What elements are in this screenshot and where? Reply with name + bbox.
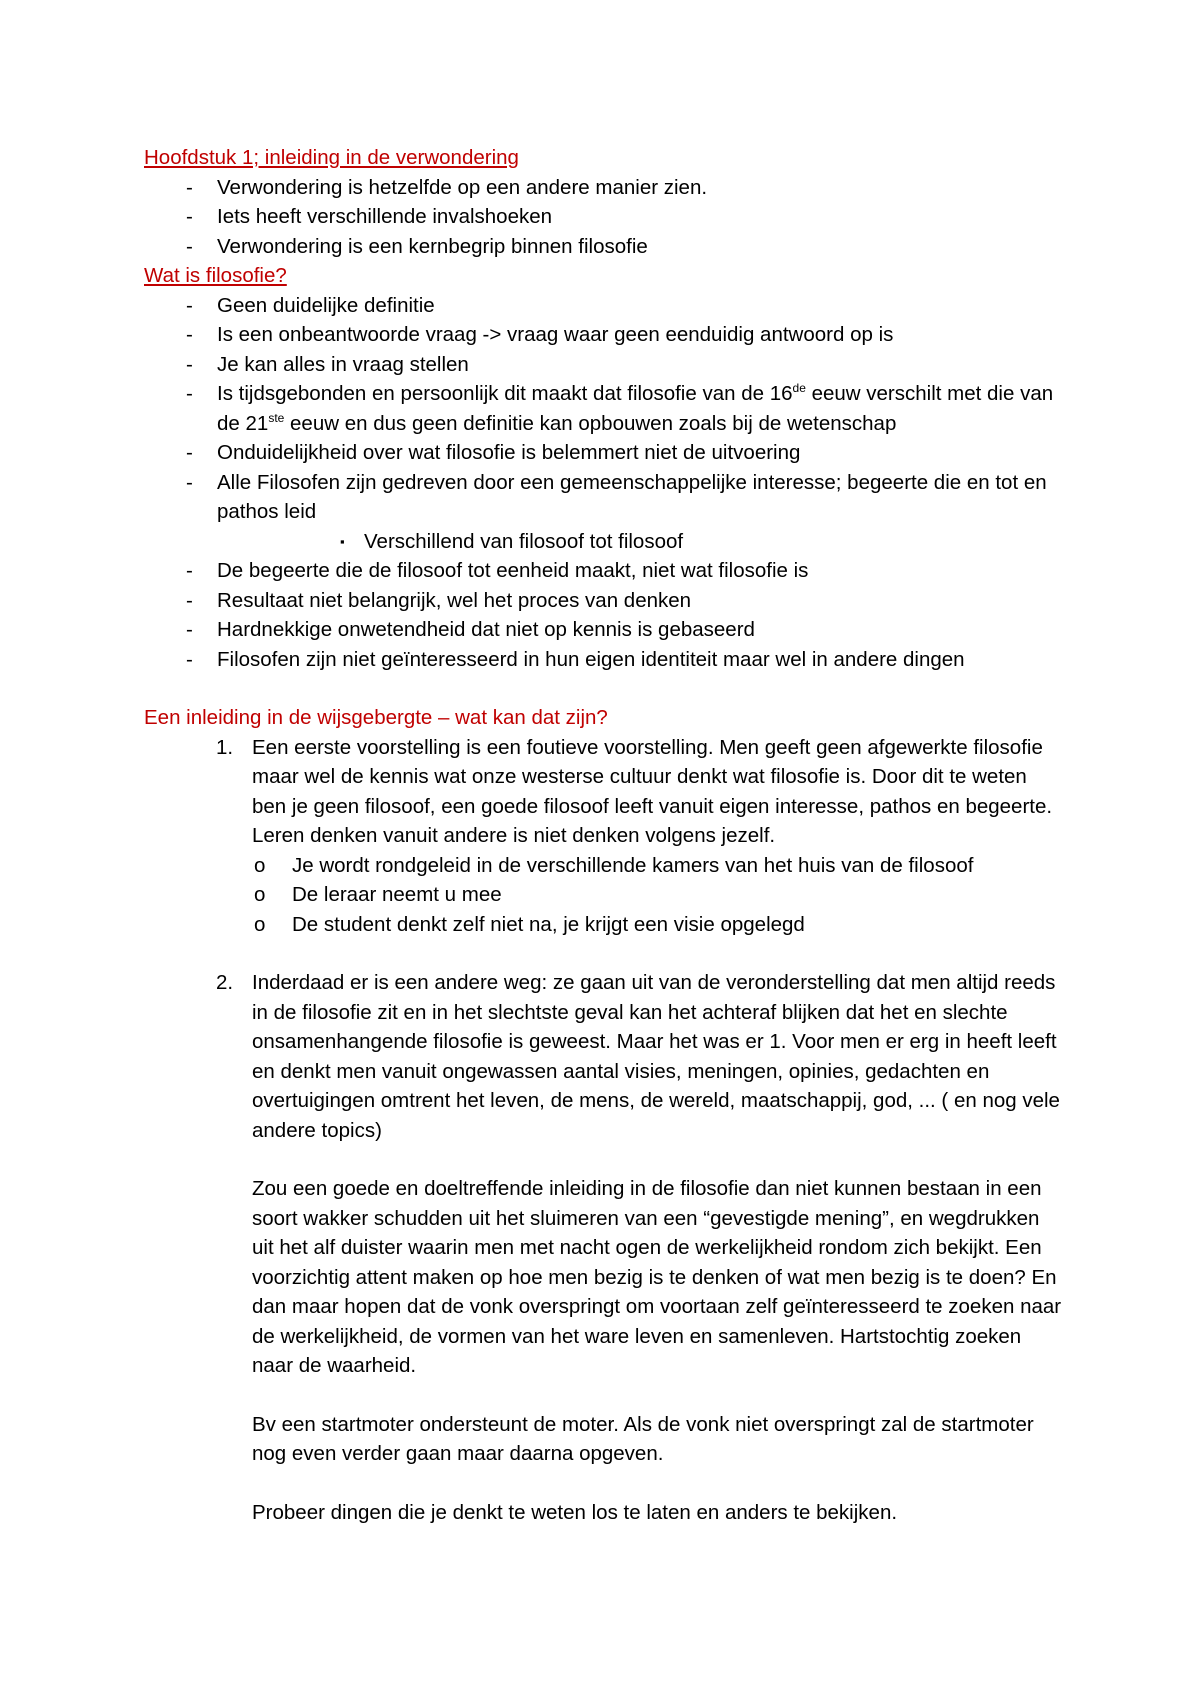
dash-bullet: -	[186, 234, 193, 258]
list-item: - Is een onbeantwoorde vraag -> vraag waar geen eenduidig antwoord op is	[144, 320, 1064, 350]
list-item: - Is tijdsgebonden en persoonlijk dit maakt dat filosofie van de 16de eeuw verschilt met die van de 21ste eeuw en dus geen definitie kan opbouwen zoals bij de wetenschap	[144, 379, 1064, 438]
sub-list-item: o Je wordt rondgeleid in de verschillende kamers van het huis van de filosoof	[144, 851, 1064, 881]
superscript: de	[792, 381, 806, 396]
section-heading-wijsgebergte: Een inleiding in de wijsgebergte – wat kan dat zijn?	[144, 706, 608, 729]
list-item: - De begeerte die de filosoof tot eenheid maakt, niet wat filosofie is	[144, 556, 1064, 586]
spacer	[144, 674, 1064, 703]
list-item: - Geen duidelijke definitie	[144, 291, 1064, 321]
spacer	[144, 939, 1064, 968]
dash-bullet: -	[186, 352, 193, 376]
circle-bullet-icon: o	[254, 912, 266, 936]
paragraph: Zou een goede en doeltreffende inleiding in de filosofie dan niet kunnen bestaan in een soort wakker schudden uit het sluimeren van een “gevestigde mening”, en wegdrukken uit het alf duister waarin men met nacht ogen de werkelijkheid rondom zich bekijkt. Een voorzichtig attent maken op hoe men bezig is te denken of wat men bezig is te doen? En dan maar hopen dat de vonk overspringt om voortaan zelf geïnteresseerd te zoeken naar de werkelijkheid, de vormen van het ware leven en samenleven. Hartstochtig zoeken naar de waarheid.	[252, 1177, 1062, 1377]
superscript: ste	[268, 410, 285, 425]
list-item: - Alle Filosofen zijn gedreven door een gemeenschappelijke interesse; begeerte die en tot en pathos leid	[144, 468, 1064, 527]
dash-bullet: -	[186, 323, 193, 346]
square-bullet-icon: ▪	[340, 533, 345, 549]
dash-bullet: -	[186, 175, 193, 199]
dash-bullet: -	[186, 293, 193, 317]
dash-bullet: -	[186, 382, 193, 405]
dash-bullet: -	[186, 470, 193, 494]
sub-list-item: o De leraar neemt u mee	[144, 880, 1064, 910]
dash-bullet: -	[186, 647, 193, 671]
spacer	[144, 1469, 1064, 1498]
item-number: 1.	[216, 735, 234, 759]
dash-bullet: -	[186, 618, 193, 641]
paragraph: Probeer dingen die je denkt te weten los te laten en anders te bekijken.	[252, 1500, 898, 1524]
list-item: - Filosofen zijn niet geïnteresseerd in hun eigen identiteit maar wel in andere dingen	[144, 645, 1064, 675]
dash-bullet: -	[186, 441, 193, 464]
list-item: - Hardnekkige onwetendheid dat niet op kennis is gebaseerd	[144, 615, 1064, 645]
circle-bullet-icon: o	[254, 853, 266, 877]
dash-bullet: -	[186, 205, 193, 228]
spacer	[144, 1381, 1064, 1410]
sub-list-item: o De student denkt zelf niet na, je krijgt een visie opgelegd	[144, 910, 1064, 940]
nested-list-item: ▪ Verschillend van filosoof tot filosoof	[144, 527, 1064, 557]
dash-bullet: -	[186, 559, 193, 582]
list-item: - Resultaat niet belangrijk, wel het proces van denken	[144, 586, 1064, 616]
item-number: 2.	[216, 971, 234, 994]
list-item: - Iets heeft verschillende invalshoeken	[144, 202, 1064, 232]
list-item: - Je kan alles in vraag stellen	[144, 350, 1064, 380]
chapter-heading: Hoofdstuk 1; inleiding in de verwondering	[144, 146, 519, 169]
list-item: - Onduidelijkheid over wat filosofie is belemmert niet de uitvoering	[144, 438, 1064, 468]
spacer	[144, 1145, 1064, 1174]
numbered-item: 1. Een eerste voorstelling is een foutieve voorstelling. Men geeft geen afgewerkte filosofie maar wel de kennis wat onze westerse cultuur denkt wat filosofie is. Door dit te weten ben je geen filosoof, een goede filosoof leeft vanuit eigen interesse, pathos en begeerte. Leren denken vanuit andere is niet denken volgens jezelf.	[144, 733, 1064, 851]
paragraph: Bv een startmoter ondersteunt de moter. Als de vonk niet overspringt zal de startmoter nog even verder gaan maar daarna opgeven.	[252, 1412, 1034, 1465]
list-item: - Verwondering is hetzelfde op een andere manier zien.	[144, 173, 1064, 203]
circle-bullet-icon: o	[254, 883, 266, 906]
numbered-item: 2. Inderdaad er is een andere weg: ze gaan uit van de veronderstelling dat men altijd reeds in de filosofie zit en in het slechtste geval kan het achteraf blijken dat het en slechte onsamenhangende filosofie is geweest. Maar het was er 1. Voor men er erg in heeft leeft en denkt men vanuit ongewassen aantal visies, meningen, opinies, gedachten en overtuigingen omtrent het leven, de mens, de wereld, maatschappij, god, ... ( en nog vele andere topics)	[144, 968, 1064, 1145]
document-body	[144, 143, 1064, 1527]
dash-bullet: -	[186, 588, 193, 612]
list-item: - Verwondering is een kernbegrip binnen filosofie	[144, 232, 1064, 262]
section-heading-wat-is-filosofie: Wat is filosofie?	[144, 264, 287, 287]
